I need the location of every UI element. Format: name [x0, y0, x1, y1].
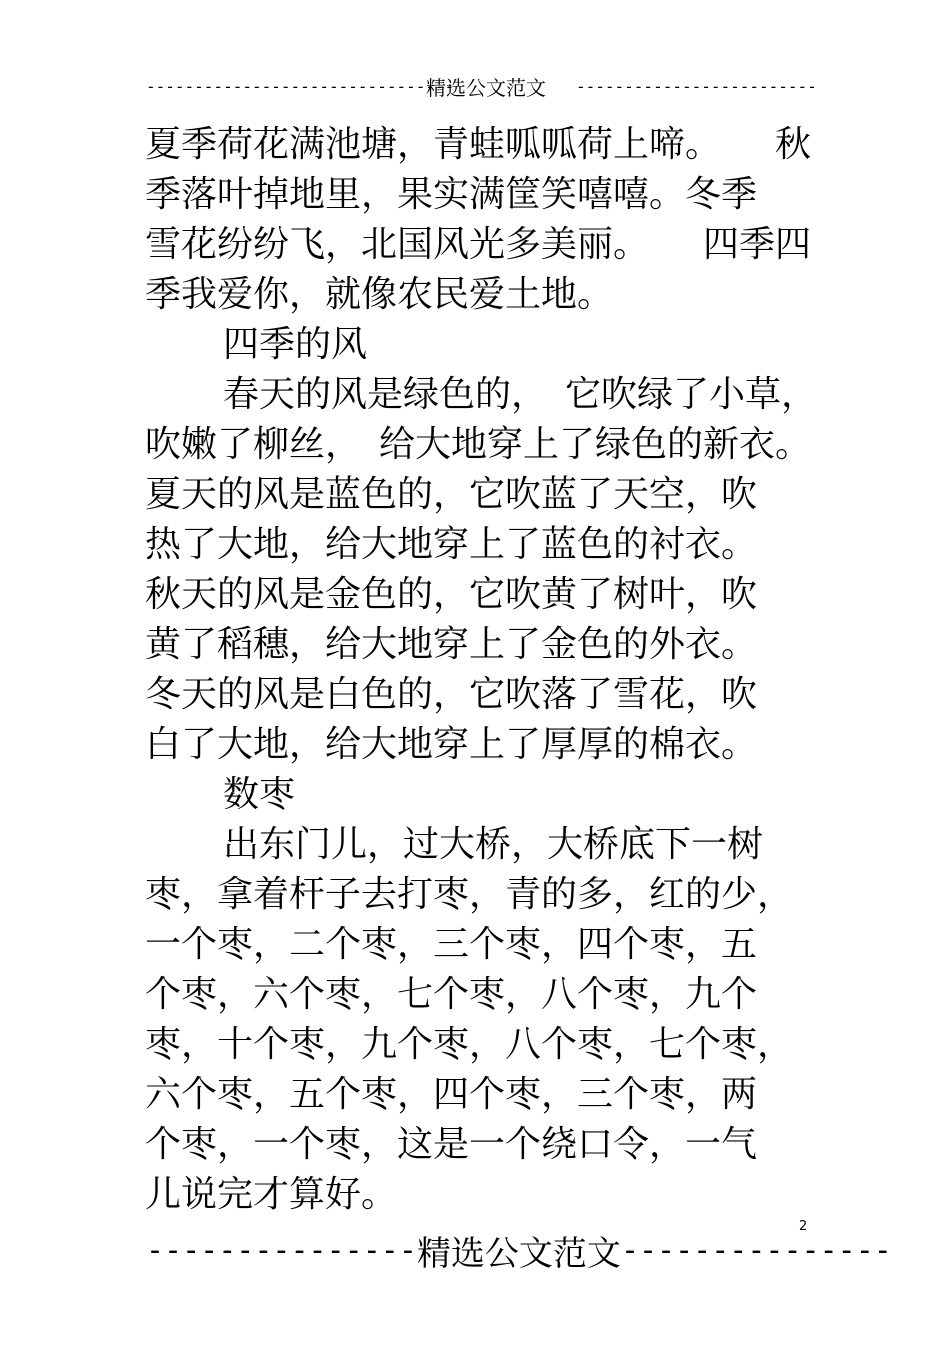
text-line: 夏季荷花满池塘，青蛙呱呱荷上啼。 秋 — [145, 124, 812, 165]
header-left-rule: -------------------------------- — [146, 77, 455, 96]
text-line: 枣，拿着杆子去打枣，青的多，红的少， — [145, 874, 794, 915]
text-line: 个枣，六个枣，七个枣，八个枣，九个 — [145, 974, 758, 1015]
text-line: 季落叶掉地里，果实满筐笑嘻嘻。冬季 — [145, 174, 758, 215]
text-line: 六个枣，五个枣，四个枣，三个枣，两 — [145, 1074, 758, 1115]
text-line: 夏天的风是蓝色的，它吹蓝了天空，吹 — [145, 474, 758, 515]
page-header — [146, 72, 817, 101]
footer-left-rule: --------------- — [146, 1233, 417, 1268]
page-footer — [146, 1226, 892, 1275]
text-line: 吹嫩了柳丝， 给大地穿上了绿色的新衣。 — [145, 424, 812, 465]
text-line: 秋天的风是金色的，它吹黄了树叶，吹 — [145, 574, 758, 615]
text-line: 一个枣，二个枣，三个枣，四个枣，五 — [145, 924, 758, 965]
text-line: 冬天的风是白色的，它吹落了雪花，吹 — [145, 674, 758, 715]
section-title-four-seasons-wind: 四季的风 — [223, 324, 368, 365]
header-title: 精选公文范文 — [426, 76, 546, 100]
text-line: 出东门儿，过大桥，大桥底下一树 — [223, 824, 764, 865]
text-line: 春天的风是绿色的， 它吹绿了小草， — [223, 374, 818, 415]
text-line: 季我爱你，就像农民爱土地。 — [145, 274, 614, 315]
text-line: 个枣，一个枣，这是一个绕口令，一气 — [145, 1124, 758, 1165]
document-body — [145, 120, 825, 1220]
header-right-rule: ------------------------- — [576, 77, 817, 96]
page-number: 2 — [799, 1219, 808, 1234]
text-line: 白了大地，给大地穿上了厚厚的棉衣。 — [145, 724, 758, 765]
text-line: 雪花纷纷飞，北国风光多美丽。 四季四 — [145, 224, 812, 265]
footer-title: 精选公文范文 — [416, 1234, 621, 1274]
text-line: 热了大地，给大地穿上了蓝色的衬衣。 — [145, 524, 758, 565]
text-line: 黄了稻穗，给大地穿上了金色的外衣。 — [145, 624, 758, 665]
text-line: 枣，十个枣，九个枣，八个枣，七个枣， — [145, 1024, 794, 1065]
footer-right-rule: --------------- — [620, 1233, 892, 1268]
section-title-counting-dates: 数枣 — [223, 774, 296, 815]
text-line: 儿说完才算好。 — [145, 1174, 398, 1215]
